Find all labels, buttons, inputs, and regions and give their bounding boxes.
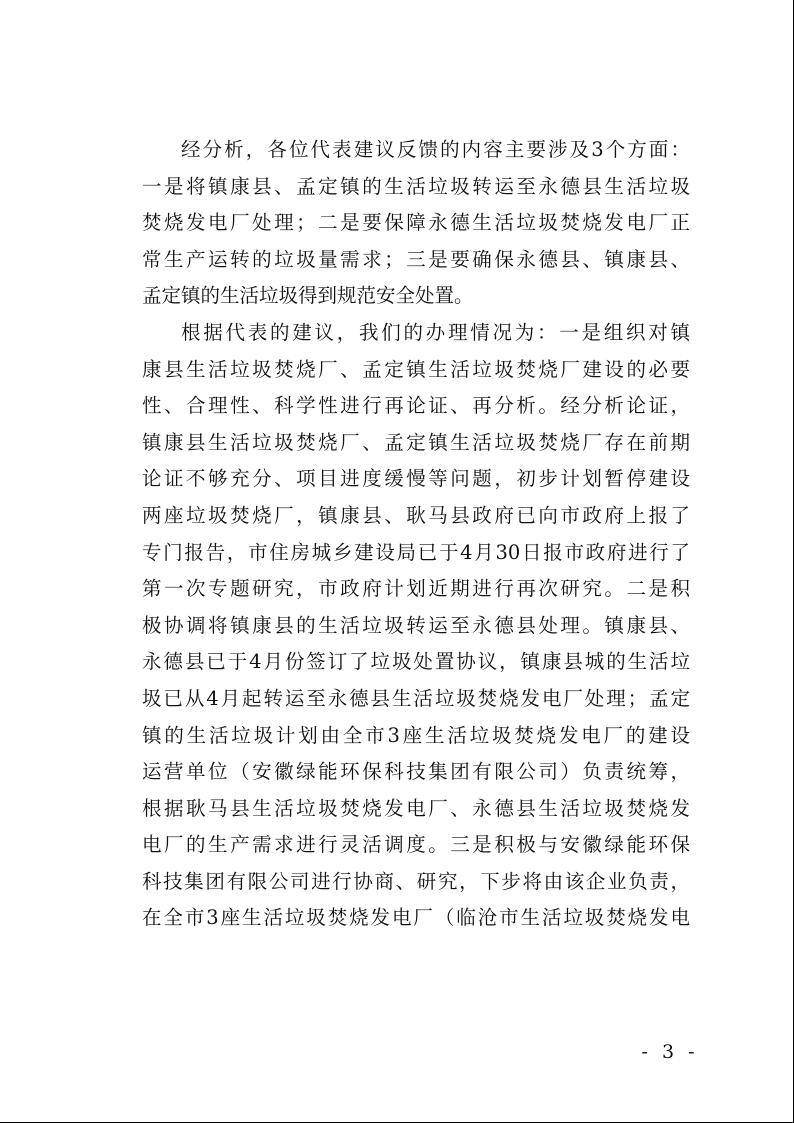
- text-line: 常生产运转的垃圾量需求；三是要确保永德县、镇康县、: [142, 247, 690, 271]
- text-line: 性、合理性、科学性进行再论证、再分析。经分析论证，: [142, 394, 690, 418]
- text-line: 孟定镇的生活垃圾得到规范安全处置。: [142, 284, 474, 308]
- text-line: 在全市3座生活垃圾焚烧发电厂（临沧市生活垃圾焚烧发电: [142, 906, 690, 930]
- text-line: 圾已从4月起转运至永德县生活垃圾焚烧发电厂处理；孟定: [142, 686, 690, 710]
- text-line: 永德县已于4月份签订了垃圾处置协议，镇康县城的生活垃: [142, 650, 690, 674]
- text-line: 第一次专题研究，市政府计划近期进行再次研究。二是积: [142, 577, 690, 601]
- text-line: 论证不够充分、项目进度缓慢等问题，初步计划暂停建设: [142, 467, 690, 491]
- text-line: 两座垃圾焚烧厂，镇康县、耿马县政府已向市政府上报了: [142, 503, 690, 527]
- text-line: 镇的生活垃圾计划由全市3座生活垃圾焚烧发电厂的建设: [142, 723, 690, 747]
- text-line: 镇康县生活垃圾焚烧厂、孟定镇生活垃圾焚烧厂存在前期: [142, 430, 690, 454]
- text-line: 电厂的生产需求进行灵活调度。三是积极与安徽绿能环保: [142, 833, 690, 857]
- text-line: 极协调将镇康县的生活垃圾转运至永德县处理。镇康县、: [142, 613, 690, 637]
- text-line: 焚烧发电厂处理；二是要保障永德生活垃圾焚烧发电厂正: [142, 211, 690, 235]
- text-line: 康县生活垃圾焚烧厂、孟定镇生活垃圾焚烧厂建设的必要: [142, 357, 690, 381]
- text-line: 经分析，各位代表建议反馈的内容主要涉及3个方面：: [181, 138, 690, 161]
- body-text: [142, 132, 690, 937]
- text-line: 一是将镇康县、孟定镇的生活垃圾转运至永德县生活垃圾: [142, 174, 690, 198]
- text-line: 根据耿马县生活垃圾焚烧发电厂、永德县生活垃圾焚烧发: [142, 796, 690, 820]
- text-line: 专门报告，市住房城乡建设局已于4月30日报市政府进行了: [142, 540, 690, 564]
- text-line: 科技集团有限公司进行协商、研究，下步将由该企业负责，: [142, 869, 690, 893]
- text-line: 运营单位（安徽绿能环保科技集团有限公司）负责统筹，: [142, 760, 690, 784]
- page-number: - 3 -: [641, 1041, 699, 1063]
- text-line: 根据代表的建议，我们的办理情况为：一是组织对镇: [181, 320, 690, 344]
